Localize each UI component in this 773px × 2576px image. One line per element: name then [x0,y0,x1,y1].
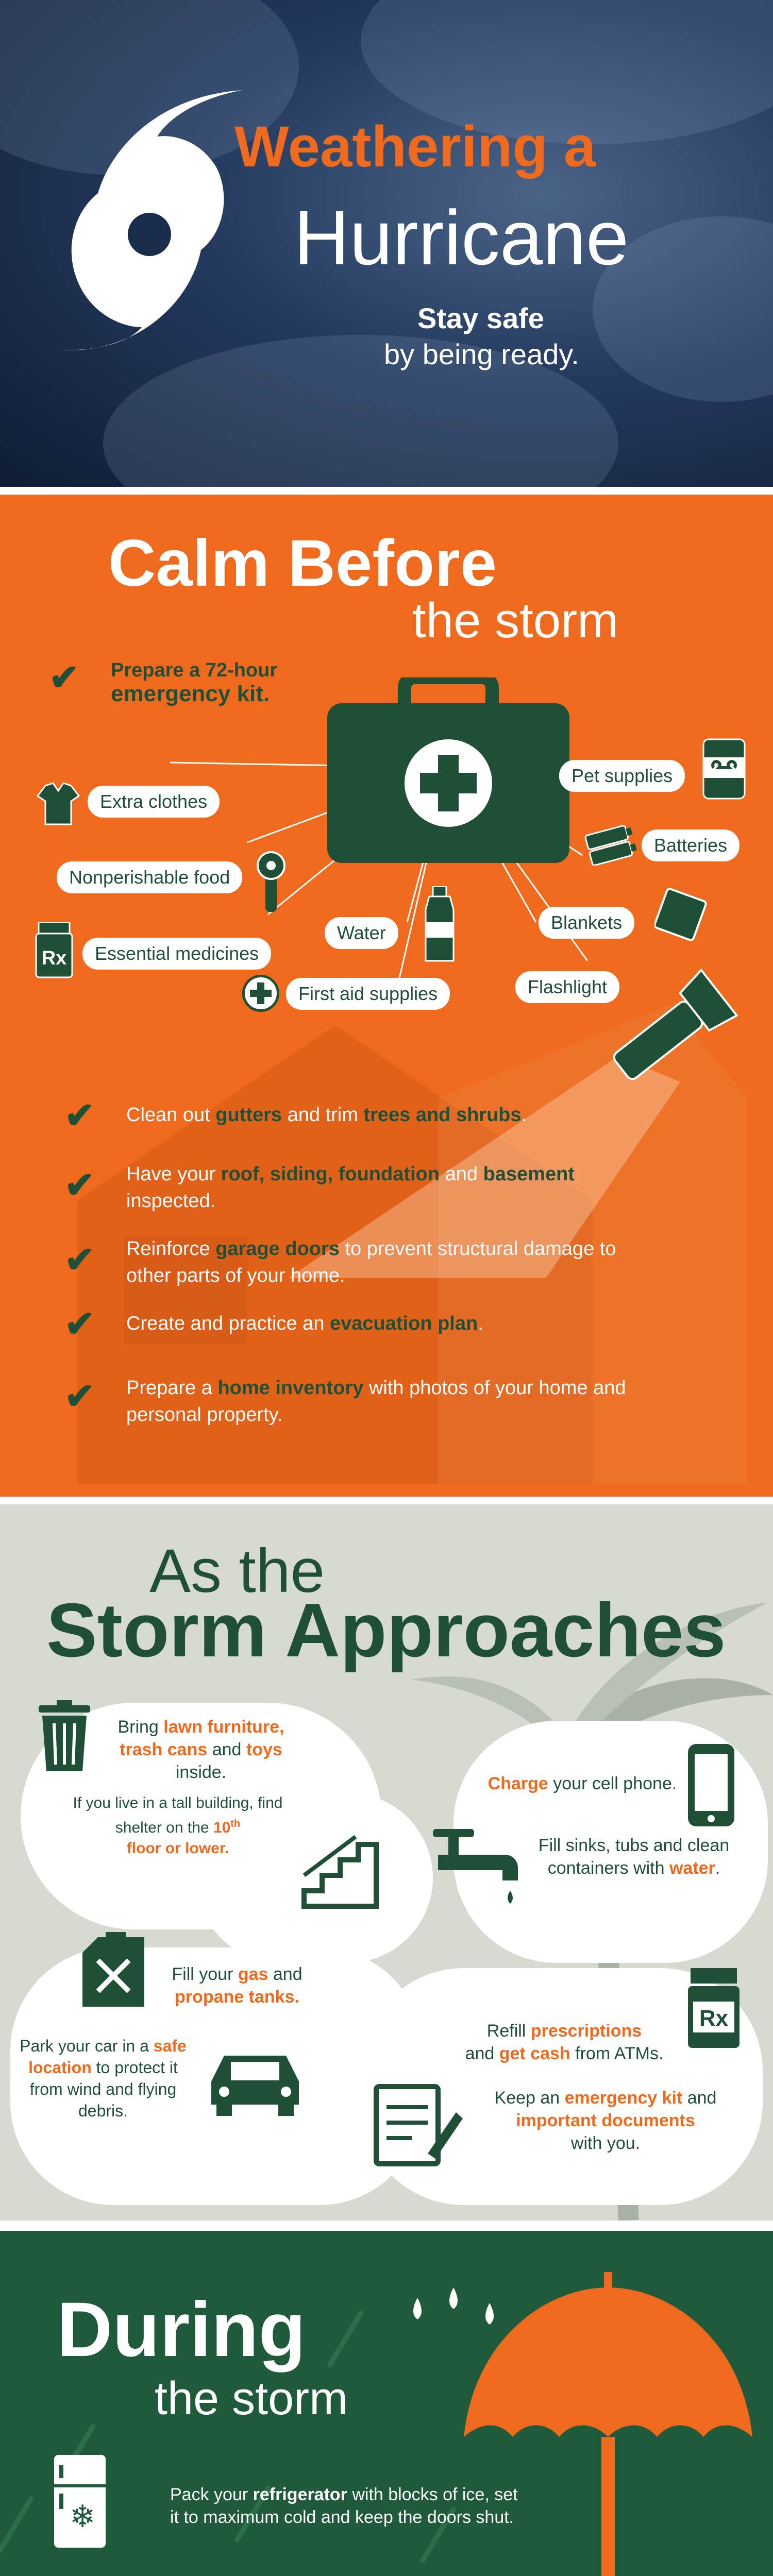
checklist-item-1: Clean out gutters and trim trees and shrubs. [126,1104,527,1126]
blanket-icon [654,886,711,943]
tagline-line2: by being ready. [384,338,579,370]
during-heading: During [57,2286,306,2372]
water-bottle-icon [422,886,458,963]
car-icon [206,2040,304,2117]
kit-line1: Prepare a 72-hour [111,659,278,681]
checklist-item-3: Reinforce garage doors to prevent structural damage to other parts of your home. [126,1238,616,1286]
svg-text:Rx: Rx [41,947,67,969]
svg-text:❄: ❄ [69,2499,96,2535]
calm-heading: Calm Before [108,527,497,600]
tip-car: Park your car in a safe location to protect it from wind and flying debris. [20,2037,187,2120]
tip-floor: If you live in a tall building, find shelter on the 10th floor or lower. [73,1794,283,1857]
checklist-item-2: Have your roof, siding, foundation and basement inspected. [126,1163,575,1212]
prescription-bottle-icon [685,1968,742,2050]
first-aid-icon [242,975,279,1012]
tagline-line1: Stay safe [417,302,544,334]
kit-item-essential-medicines: Essential medicines [82,938,271,970]
tip-prescriptions: Refill prescriptions and get cash from ATMs. [465,2021,664,2063]
check-icon: ✔ [64,1304,95,1344]
check-icon: ✔ [49,657,79,698]
kit-item-blankets: Blankets [539,907,634,939]
tip-documents: Keep an emergency kit and important documents with you. [494,2088,717,2153]
checklist-item-4: Create and practice an evacuation plan. [126,1313,483,1334]
kit-item-batteries: Batteries [642,829,740,861]
faucet-icon [428,1824,531,1917]
kit-item-flashlight: Flashlight [515,971,619,1003]
batteries-icon [582,819,639,866]
shirt-icon [35,781,81,827]
approach-heading2: Storm Approaches [46,1588,726,1673]
tip-phone: Charge your cell phone. [488,1774,677,1793]
tip-gas: Fill your gas and propane tanks. [172,1964,303,2007]
medicine-bottle-icon [33,922,75,979]
check-icon: ✔ [64,1376,95,1416]
header-section [0,0,773,487]
check-icon: ✔ [64,1095,95,1136]
pet-food-can-icon [701,734,747,801]
phone-icon [685,1741,737,1829]
first-aid-kit-icon [322,677,575,868]
kit-item-pet-supplies: Pet supplies [559,760,685,792]
kit-item-water: Water [325,917,398,949]
check-icon: ✔ [64,1240,95,1280]
raindrop-icons [402,2287,505,2349]
tip-furniture: Bring lawn furniture, trash cans and toys inside. [117,1717,284,1782]
hurricane-icon [52,85,247,353]
refrigerator-icon [52,2452,108,2550]
can-opener-icon [253,850,294,912]
checklist-item-5: Prepare a home inventory with photos of your home and personal property. [126,1377,626,1426]
calm-subheading: the storm [412,593,619,648]
kit-item-first-aid: First aid supplies [286,978,450,1010]
title-line1: Weathering a [234,114,596,179]
stairs-icon [299,1834,381,1911]
during-subheading: the storm [155,2373,348,2425]
tip-refrigerator: Pack your refrigerator with blocks of ice, set it to maximum cold and keep the doors shut. [170,2485,518,2527]
calm-before-section [0,495,773,1497]
kit-line2: emergency kit. [111,681,270,706]
check-icon: ✔ [64,1165,95,1205]
approach-heading1: As the [149,1536,325,1605]
trash-can-icon [36,1700,93,1772]
document-icon [371,2081,464,2169]
gas-can-icon [77,1932,149,2009]
svg-text:Rx: Rx [699,2006,729,2031]
kit-item-extra-clothes: Extra clothes [88,786,220,818]
title-line2: Hurricane [294,194,629,281]
tip-water: Fill sinks, tubs and clean containers with water. [538,1836,730,1878]
kit-item-nonperishable-food: Nonperishable food [57,861,242,893]
storm-approaches-section [0,1504,773,2221]
during-section [0,2231,773,2576]
